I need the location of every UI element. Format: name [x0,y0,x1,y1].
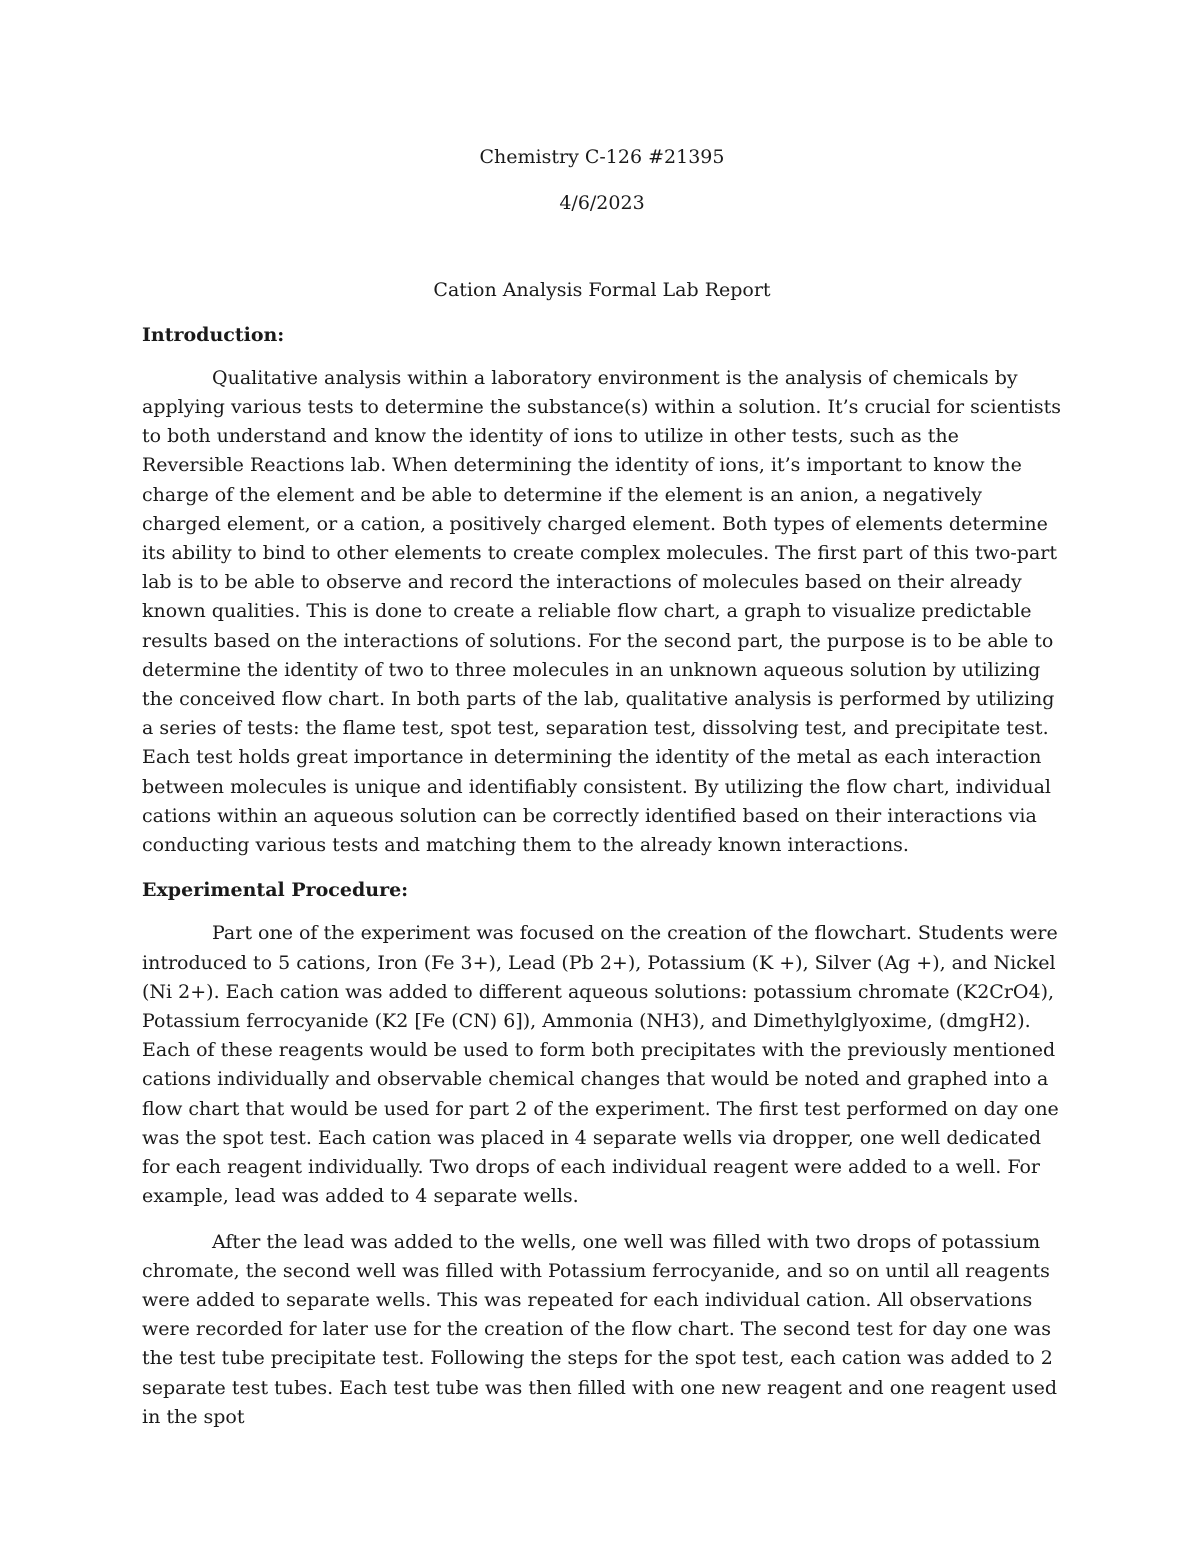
introduction-paragraph: Qualitative analysis within a laboratory environment is the analysis of chemicals by applying various tests to determine the substance(s) within a solution. It’s crucial for scientists to both understand and know the identity of ions to utilize in other tests, such as the Reversible Reactions lab. When determining the identity of ions, it’s important to know the charge of the element and be able to determine if the element is an anion, a negatively charged element, or a cation, a positively charged element. Both types of elements determine its ability to bind to other elements to create complex molecules. The first part of this two-part lab is to be able to observe and record the interactions of molecules based on their already known qualities. This is done to create a reliable flow chart, a graph to visualize predictable results based on the interactions of solutions. For the second part, the purpose is to be able to determine the identity of two to three molecules in an unknown aqueous solution by utilizing the conceived flow chart. In both parts of the lab, qualitative analysis is performed by utilizing a series of tests: the flame test, spot test, separation test, dissolving test, and precipitate test. Each test holds great importance in determining the identity of the metal as each interaction between molecules is unique and identifiably consistent. By utilizing the flow chart, individual cations within an aqueous solution can be correctly identified based on their interactions via conducting various tests and matching them to the already known interactions. [142,366,1061,857]
date-line: 4/6/2023 [559,192,645,215]
course-line: Chemistry C-126 #21395 [479,146,725,168]
introduction-heading: Introduction: [142,323,285,346]
report-title: Cation Analysis Formal Lab Report [433,279,771,302]
procedure-paragraph-1: Part one of the experiment was focused on the creation of the flowchart. Students were introduced to 5 cations, Iron (Fe 3+), Lead (Pb 2+), Potassium (K +), Silver (Ag +), and Nickel (Ni 2+). Each cation was added to different aqueous solutions: potassium chromate (K2CrO4), Potassium ferrocyanide (K2 [Fe (CN) 6]), Ammonia (NH3), and Dimethylglyoxime, (dmgH2). Each of these reagents would be used to form both precipitates with the previously mentioned cations individually and observable chemical changes that would be noted and graphed into a flow chart that would be used for part 2 of the experiment. The first test performed on day one was the spot test. Each cation was placed in 4 separate wells via dropper, one well dedicated for each reagent individually. Two drops of each individual reagent were added to a well. For example, lead was added to 4 separate wells. [142,922,1059,1208]
procedure-paragraph-2: After the lead was added to the wells, one well was filled with two drops of potassium chromate, the second well was filled with Potassium ferrocyanide, and so on until all reagents were added to separate wells. This was repeated for each individual cation. All observations were recorded for later use for the creation of the flow chart. The second test for day one was the test tube precipitate test. Following the steps for the spot test, each cation was added to 2 separate test tubes. Each test tube was then filled with one new reagent and one reagent used in the spot [142,1230,1058,1428]
document-body [142,143,1062,1432]
procedure-heading: Experimental Procedure: [142,879,409,902]
